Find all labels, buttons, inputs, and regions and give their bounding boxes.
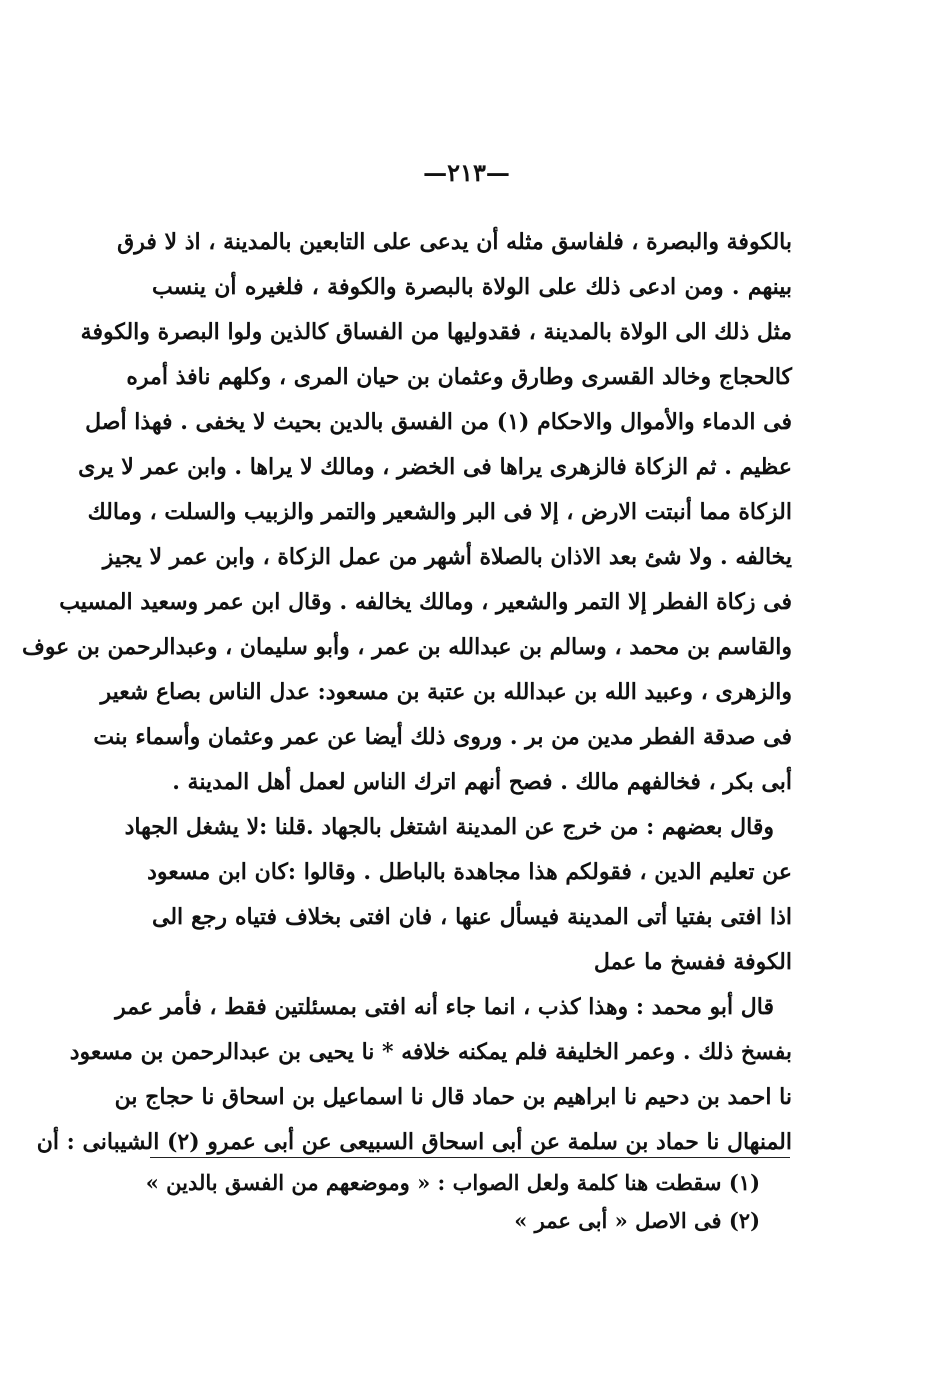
- text-line: فى الدماء والأموال والاحكام (١) من الفسق بالدين بحيث لا يخفى . فهذا أصل: [85, 409, 792, 435]
- text-line: فى صدقة الفطر مدين من بر . وروى ذلك أيضا عن عمر وعثمان وأسماء بنت: [93, 724, 792, 750]
- text-line: المنهال نا حماد بن سلمة عن أبى اسحاق السبيعى عن أبى عمرو (٢) الشيبانى : أن: [36, 1129, 792, 1155]
- text-line: والزهرى ، وعبيد الله بن عبدالله بن عتبة بن مسعود: عدل الناس بصاع شعير: [100, 679, 792, 705]
- text-line: يخالفه . ولا شئ بعد الاذان بالصلاة أشهر من عمل الزكاة ، وابن عمر لا يجيز: [102, 544, 792, 570]
- text-line: اذا افتى بفتيا أتى المدينة فيسأل عنها ، فان افتى بخلاف فتياه رجع الى: [152, 904, 792, 930]
- text-line: والقاسم بن محمد ، وسالم بن عبدالله بن عمر ، وأبو سليمان ، وعبدالرحمن بن عوف: [22, 634, 792, 660]
- main-text: [22, 220, 792, 1165]
- text-line: بالكوفة والبصرة ، فلفاسق مثله أن يدعى على التابعين بالمدينة ، اذ لا فرق: [117, 229, 792, 255]
- text-line: كالحجاج وخالد القسرى وطارق وعثمان بن حيان المرى ، وكلهم نافذ أمره: [126, 364, 792, 390]
- page-number: —٢١٣—: [423, 158, 510, 187]
- footnote: (٢) فى الاصل « أبى عمر »: [514, 1208, 760, 1233]
- text-line: بفسخ ذلك . وعمر الخليفة فلم يمكنه خلافه * نا يحيى بن عبدالرحمن بن مسعود: [69, 1039, 792, 1065]
- footnote: (١) سقطت هنا كلمة ولعل الصواب : « وموضعهم من الفسق بالدين »: [145, 1170, 760, 1195]
- text-line: الكوفة ففسخ ما عمل: [593, 949, 792, 975]
- text-line: عن تعليم الدين ، فقولكم هذا مجاهدة بالباطل . وقالوا :كان ابن مسعود: [147, 859, 792, 885]
- text-line: وقال بعضهم : من خرج عن المدينة اشتغل بالجهاد .قلنا :لا يشغل الجهاد: [124, 814, 774, 840]
- text-line: عظيم . ثم الزكاة فالزهرى يراها فى الخضر ، ومالك لا يراها . وابن عمر لا يرى: [78, 454, 792, 480]
- footnote-divider: [150, 1157, 790, 1158]
- footnotes: [145, 1164, 760, 1240]
- text-line: أبى بكر ، فخالفهم مالك . فصح أنهم اترك الناس لعمل أهل المدينة .: [172, 769, 792, 795]
- text-line: بينهم . ومن ادعى ذلك على الولاة بالبصرة والكوفة ، فلغيره أن ينسب: [152, 274, 792, 300]
- text-line: نا احمد بن دحيم نا ابراهيم بن حماد قال نا اسماعيل بن اسحاق نا حجاج بن: [114, 1084, 792, 1110]
- text-line: قال أبو محمد : وهذا كذب ، انما جاء أنه افتى بمسئلتين فقط ، فأمر عمر: [115, 994, 774, 1020]
- text-line: الزكاة مما أنبتت الارض ، إلا فى البر والشعير والتمر والزبيب والسلت ، ومالك: [87, 499, 792, 525]
- text-line: مثل ذلك الى الولاة بالمدينة ، فقدوليها من الفساق كالذين ولوا البصرة والكوفة: [80, 319, 792, 345]
- text-line: فى زكاة الفطر إلا التمر والشعير ، ومالك يخالفه . وقال ابن عمر وسعيد المسيب: [59, 589, 792, 615]
